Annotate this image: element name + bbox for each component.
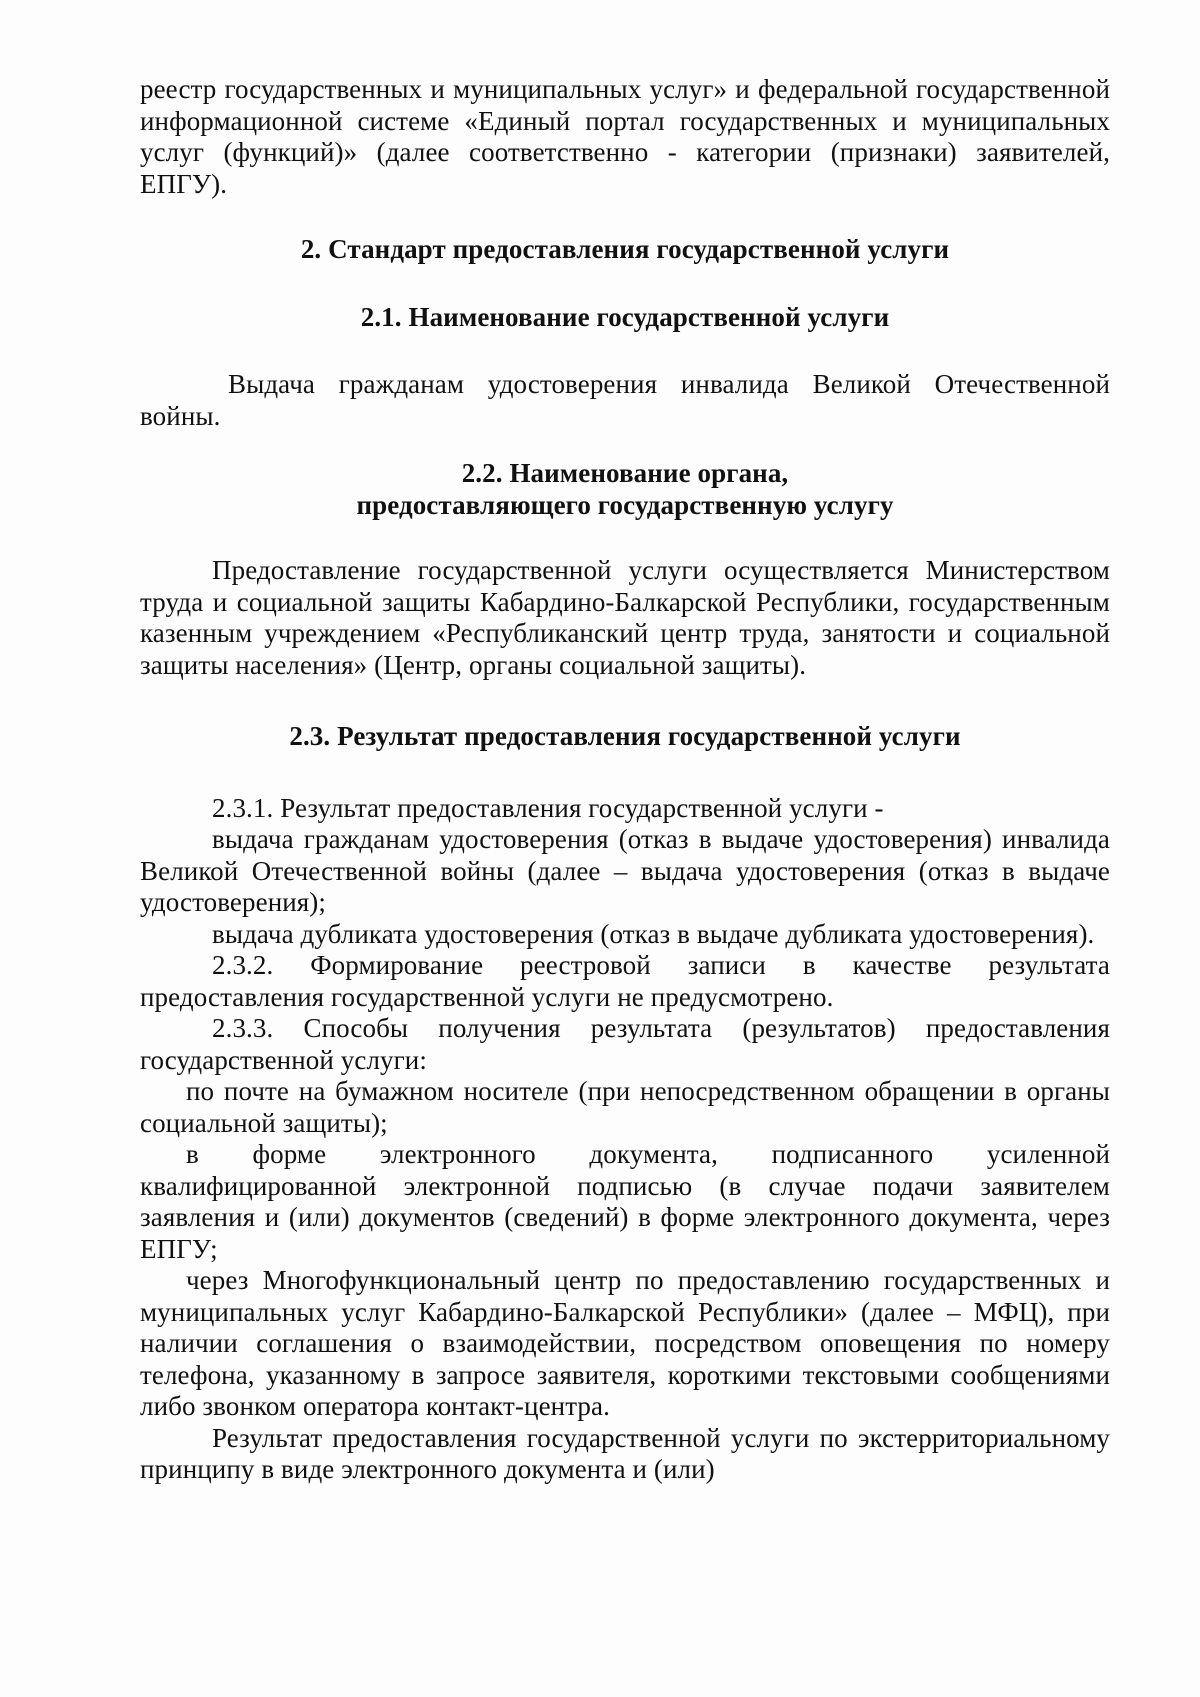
paragraph-2-3-1-a: выдача гражданам удостоверения (отказ в выдаче удостоверения) инвалида Великой Отечественной войны (далее – выдача удостоверения (отказ в выдаче удостоверения); <box>140 824 1110 917</box>
paragraph-2-3-3-a: по почте на бумажном носителе (при непосредственном обращении в органы социальной защиты); <box>140 1076 1110 1138</box>
section-2-1-title: 2.1. Наименование государственной услуги <box>360 301 890 332</box>
section-2-2-text: Предоставление государственной услуги осуществляется Министерством труда и социальной защиты Кабардино-Балкарской Республики, государственным казенным учреждением «Республиканский центр труда, занятости и социальной защиты населения» (Центр, органы социальной защиты). <box>140 555 1110 680</box>
section-2-2-title-line1: 2.2. Наименование органа, <box>461 458 789 488</box>
paragraph-2-3-3-c: через Многофункциональный центр по предоставлению государственных и муниципальных услуг Кабардино-Балкарской Республики» (далее – МФЦ), при наличии соглашения о взаимодействии, посредством оповещения по номеру телефона, указанному в запросе заявителя, короткими текстовыми сообщениями либо звонком оператора контакт-центра. <box>140 1265 1110 1421</box>
paragraph-last: Результат предоставления государственной услуги по экстерриториальному принципу в виде электронного документа и (или) <box>140 1422 1110 1484</box>
paragraph-2-3-3-b: в форме электронного документа, подписанного усиленной квалифицированной электронной подписью (в случае подачи заявителем заявления и (или) документов (сведений) в форме электронного документа, через ЕПГУ; <box>140 1139 1110 1264</box>
paragraph-2-3-1: 2.3.1. Результат предоставления государственной услуги - <box>212 792 884 823</box>
section-2-1-text: Выдача гражданам удостоверения инвалида Великой Отечественной войны. <box>140 369 1110 431</box>
section-2-3-title: 2.3. Результат предоставления государственной услуги <box>289 721 961 751</box>
paragraph-2-3-1-b: выдача дубликата удостоверения (отказ в выдаче дубликата удостоверения). <box>212 918 1095 949</box>
document-body <box>140 74 1110 1486</box>
section-2-2-title-line2: предоставляющего государственную услугу <box>356 489 894 520</box>
paragraph-2-3-3: 2.3.3. Способы получения результата (результатов) предоставления государственной услуги: <box>140 1013 1110 1075</box>
section-2-title: 2. Стандарт предоставления государственной услуги <box>300 234 950 264</box>
paragraph-2-3-2: 2.3.2. Формирование реестровой записи в качестве результата предоставления государственной услуги не предусмотрено. <box>140 950 1110 1012</box>
intro-paragraph: реестр государственных и муниципальных услуг» и федеральной государственной информационной системе «Единый портал государственных и муниципальных услуг (функций)» (далее соответственно - категории (признаки) заявителей, ЕПГУ). <box>140 74 1110 199</box>
